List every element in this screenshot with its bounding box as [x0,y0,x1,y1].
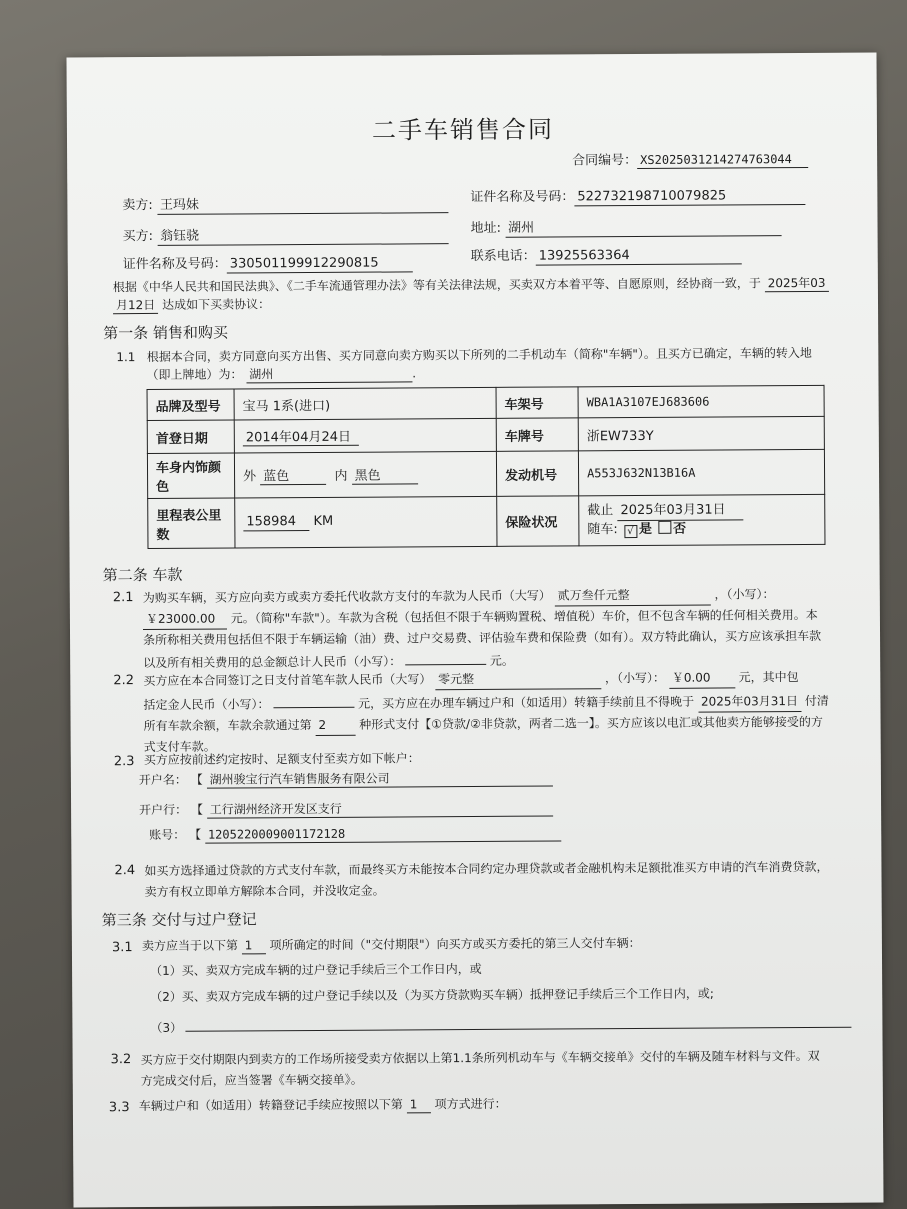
bank-branch-value: 工行湖州经济开发区支行 [207,800,553,819]
insurance-label: 保险状况 [497,496,579,547]
buyer-id-label: 证件名称及号码： [122,256,227,273]
seller-id-row [470,188,805,207]
seller-label: 卖方: [122,197,153,214]
clause-2-2-text-b: 元，其中包 [738,670,799,685]
reg-date-value: 2014年04月24日 [243,426,359,447]
preamble-date-part-2: 月12日 [113,297,158,314]
clause-2-4-text-b: 卖方有权立即单方解除本合同，并没收定金。 [144,883,385,900]
clause-3-1-option-3 [150,1011,852,1036]
mileage-unit: KM [313,513,334,529]
seller-id-value: 522732198710079825 [574,188,805,206]
brand-value: 宝马 1系(进口) [234,387,496,420]
clause-3-3 [139,1096,507,1115]
address-value: 湖州 [505,219,781,238]
clause-3-2 [141,1046,820,1092]
clause-2-2-text-f: 所有车款余额，车款余款通过第 [143,718,312,734]
clause-3-2-text-b: 方完成交付后，应当签署《车辆交接单》。 [140,1072,363,1089]
bank-name-value: 湖州骏宝行汽车销售服务有限公司 [207,770,553,789]
table-row [147,416,824,453]
delivery-option: 1 [242,937,266,954]
bank-name-row [139,770,553,790]
vehicle-table [147,385,826,549]
checkbox-yes[interactable]: √ [624,525,637,538]
clause-2-3-text: 买方应按前述约定按时、足额支付至卖方如下帐户： [143,751,420,768]
address-row [471,219,782,238]
article-1-title: 第一条 销售和购买 [103,323,229,343]
contract-number [572,151,808,169]
clause-2-2-text-g: 种形式支付【①贷款/②非贷款，两者二选一】。买方应该以电汇或其他卖方能够接受的方 [359,714,823,732]
vin-value: WBA1A3107EJ683606 [578,385,824,418]
article-2-title: 第二条 车款 [102,565,183,585]
clause-2-3-number: 2.3 [113,754,135,770]
clause-2-1-text-a: 为购买车辆，买方应向卖方或卖方委托代收款方支付的车款为人民币（大写） [142,588,551,606]
mileage-value: 158984 [243,514,309,531]
price-amount-chinese: 贰万叁仟元整 [555,585,711,607]
preamble-line-2 [113,296,270,314]
clause-2-1-text-b: 元。（简称"车款"）。车款为含税（包括但不限于车辆购置税、增值税）车价，但不包含车辆的任何相关费用。本 [230,607,818,626]
clause-2-1-text-e: 元。 [489,653,514,668]
plate-value: 浙EW733Y [578,416,824,451]
brand-label: 品牌及型号 [147,389,234,421]
bank-branch-row [139,800,553,820]
insurance-until-value: 2025年03月31日 [617,501,743,521]
preamble-line-1 [113,275,829,296]
clause-2-2-small-label: ，（小写）： [604,670,666,686]
phone-label: 联系电话： [470,248,536,265]
bank-name-label: 开户名： [138,772,187,788]
reg-date-cell [234,418,496,453]
page-title: 二手车销售合同 [371,115,555,145]
first-payment-amount: ￥0.00 [669,667,735,688]
plate-label: 车牌号 [496,418,578,452]
article-3-title: 第三条 交付与过户登记 [101,910,257,930]
option-3-field[interactable] [186,1011,852,1032]
clause-1-1 [116,345,812,365]
clause-1-1-text-2: （即上牌地）为： [146,367,243,383]
clause-3-1-number: 3.1 [111,940,133,956]
clause-2-1-small-label: ，（小写）： [714,587,775,602]
registration-place: 湖州 [246,365,412,383]
color-label: 车身内饰颜色 [147,453,234,499]
color-exterior-value: 蓝色 [260,465,326,485]
clause-3-1-option-2: （2）买、卖双方完成车辆的过户登记手续以及（为买方贷款购买车辆）抵押登记手续后三个工作日内，或; [150,986,714,1004]
first-payment-chinese: 零元整 [435,668,601,690]
table-row [147,449,824,498]
clause-3-1 [142,935,641,955]
seller-row [122,196,448,215]
clause-2-1 [143,584,822,673]
insurance-with-car-label: 随车: [587,522,618,538]
clause-2-2-text-c: 括定金人民币（小写）： [143,697,270,713]
clause-1-1-line-2: （即上牌地）为： 湖州 . [146,366,417,383]
clause-2-4 [144,857,828,903]
mileage-label: 里程表公里数 [148,498,235,549]
seller-value: 王玛妹 [157,196,448,215]
no-label: 否 [673,521,687,537]
vin-label: 车架号 [496,387,578,419]
address-label: 地址: [470,220,501,237]
clause-2-1-number: 2.1 [112,590,134,606]
clause-3-2-text-a: 买方应于交付期限内到卖方的工作场所接受卖方依据以上第1.1条所列机动车与《车辆交接单》交付的车辆及随车材料与文件。双 [140,1048,820,1068]
bank-account-row [149,824,561,844]
clause-1-1-text: 根据本合同，卖方同意向买方出售、买方同意向卖方购买以下所列的二手机动车（简称"车辆"）。且买方已确定，车辆的转入地 [146,345,812,364]
buyer-row [123,227,449,246]
color-interior-value: 黑色 [352,464,418,484]
engine-label: 发动机号 [496,451,578,497]
bank-account-value: 1205220009001172128 [205,824,561,843]
bracket-left: 【 [189,827,202,842]
deposit-field[interactable] [273,691,354,708]
clause-1-1-number: 1.1 [116,350,136,365]
yes-label: 是 [638,521,652,537]
mileage-cell [235,496,497,548]
payment-method: 2 [315,715,355,736]
buyer-label: 买方: [122,228,154,245]
contract-paper [66,53,883,1208]
checkbox-no[interactable] [658,521,671,534]
clause-2-4-number: 2.4 [114,863,136,879]
color-cell [234,451,496,498]
clause-3-3-text-b: 项方式进行： [434,1096,507,1112]
preamble-text: 根据《中华人民共和国民法典》、《二手车流通管理办法》等有关法律法规，买卖双方本着平等、自愿原则，经协商一致，于 [112,276,761,295]
color-interior-label: 内 [334,468,348,484]
clause-2-2 [143,667,829,757]
clause-2-1-text-d: 以及所有相关费用的总金额总计人民币（小写）： [143,654,402,671]
preamble-text-2: 达成如下买卖协议： [162,297,271,312]
bank-account-label: 账号： [149,827,186,842]
seller-id-label: 证件名称及号码： [470,189,575,206]
option-3-label: （3） [150,1020,183,1035]
contract-number-label: 合同编号： [572,153,638,169]
clause-2-2-text-h: 式支付车款。 [143,739,216,755]
contract-number-value: XS2025031214274763044 [637,151,808,169]
reg-date-label: 首登日期 [147,420,234,454]
clause-3-3-text-a: 车辆过户和（如适用）转籍登记手续应按照以下第 [138,1097,403,1114]
buyer-value: 翁钰骁 [157,227,448,246]
clause-3-2-number: 3.2 [110,1052,132,1068]
insurance-until-label: 截止 [587,503,614,519]
clause-2-1-text-c: 条所称相关费用包括但不限于车辆运输（油）费、过户交易费、评估验车费和保险费（如有）。双方特此确认，买方应该承担车款 [143,628,822,648]
price-amount: ￥23000.00 [143,609,227,631]
clause-3-3-number: 3.3 [108,1100,130,1116]
table-row [148,494,825,548]
buyer-id-row [123,255,413,274]
phone-value: 13925563364 [536,247,742,265]
clause-2-4-text-a: 如买方选择通过贷款的方式支付车款，而最终买方未能按本合同约定办理贷款或者金融机构未足额批准买方申请的汽车消费贷款， [144,859,829,879]
preamble-date-part-1: 2025年03 [765,275,829,292]
clause-2-2-text-e: 付清 [804,693,829,708]
transfer-option: 1 [407,1096,431,1113]
clause-2-2-text-d: 元，买方应在办理车辆过户和（如适用）转籍手续前且不得晚于 [358,694,695,711]
clause-2-2-text-a: 买方应在本合同签订之日支付首笔车款人民币（大写） [143,672,432,689]
payment-deadline: 2025年03月31日 [698,691,801,713]
bracket-left: 【 [190,772,203,787]
clause-3-1-text-a: 卖方应当于以下第 [141,938,238,954]
clause-3-1-option-1: （1）买、卖双方完成车辆的过户登记手续后三个工作日内，或 [150,961,482,978]
table-row [147,385,824,420]
engine-value: A553J632N13B16A [578,449,824,496]
clause-3-1-text-b: 项所确定的时间（"交付期限"）向买方或买方委托的第三人交付车辆： [269,935,641,953]
phone-row [471,247,742,266]
insurance-cell [579,494,825,546]
bank-branch-label: 开户行： [139,802,188,818]
color-exterior-label: 外 [243,469,257,485]
bracket-left: 【 [190,802,203,817]
buyer-id-value: 330501199912290815 [227,255,413,273]
clause-2-2-number: 2.2 [113,673,135,689]
total-amount-field[interactable] [405,648,486,665]
